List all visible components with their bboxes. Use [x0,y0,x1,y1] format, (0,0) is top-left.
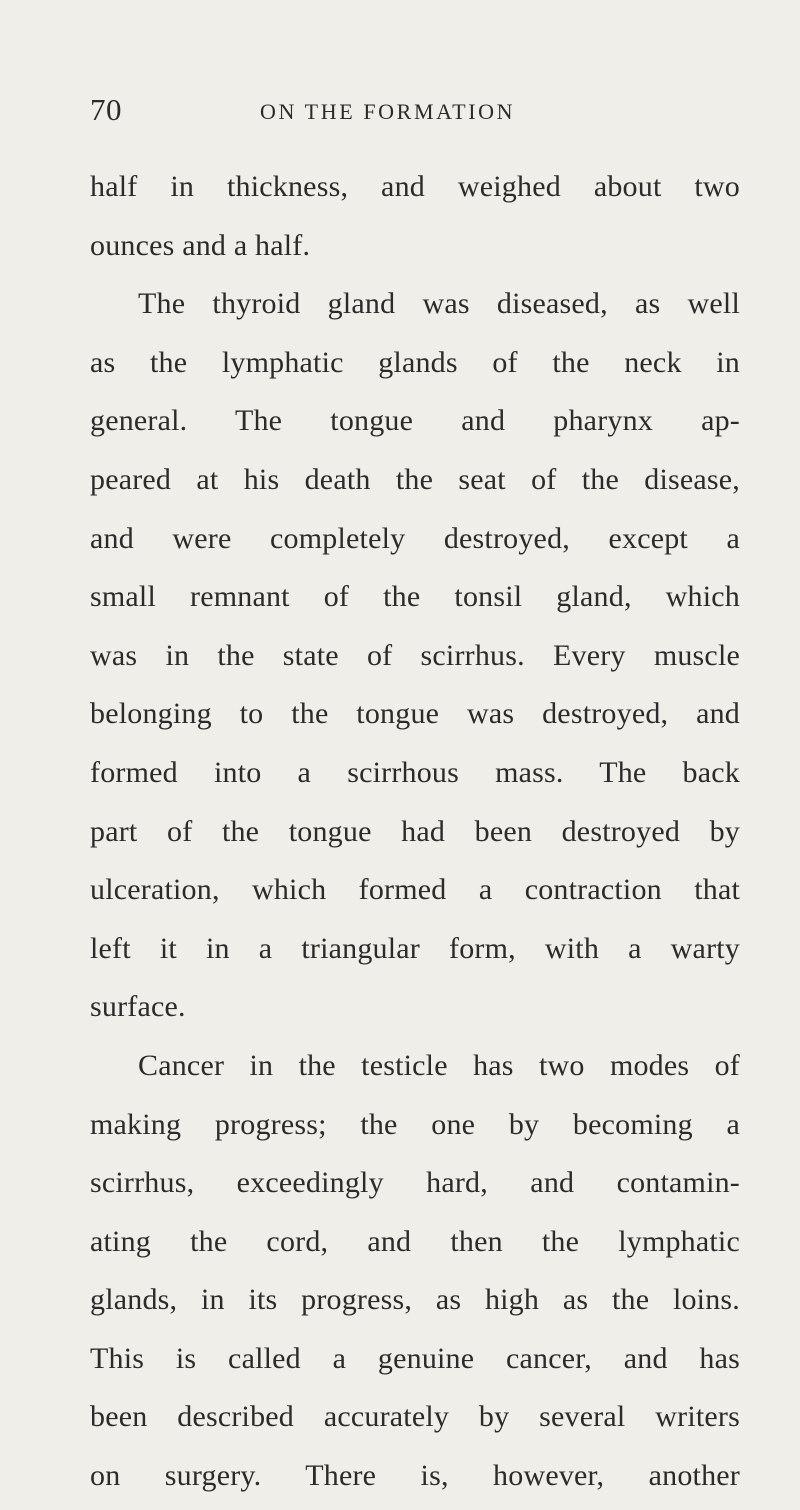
text-line: peared at his death the seat of the disease, [90,462,740,496]
text-line: part of the tongue had been destroyed by [90,814,740,848]
text-line: surface. [90,990,186,1024]
body-text [90,162,740,1510]
text-line: making progress; the one by becoming a [90,1107,740,1141]
text-line: scirrhus, exceedingly hard, and contamin- [90,1166,740,1200]
text-line: was in the state of scirrhus. Every muscle [90,638,740,672]
page-number: 70 [90,92,122,127]
text-line: on surgery. There is, however, another [90,1459,740,1493]
text-line: small remnant of the tonsil gland, which [90,580,740,614]
running-title: ON THE FORMATION [260,99,516,124]
text-line: general. The tongue and pharynx ap- [90,404,740,438]
text-line: left it in a triangular form, with a warty [90,931,740,965]
paragraph-first-line: The thyroid gland was diseased, as well [138,287,740,321]
text-line: belonging to the tongue was destroyed, and [90,697,740,731]
paragraph-first-line: Cancer in the testicle has two modes of [138,1048,740,1082]
text-line: This is called a genuine cancer, and has [90,1341,740,1375]
text-line: half in thickness, and weighed about two [90,170,740,203]
text-line: ulceration, which formed a contraction that [90,873,740,907]
text-line: as the lymphatic glands of the neck in [90,345,740,379]
text-line: glands, in its progress, as high as the loins. [90,1283,740,1317]
text-line: ating the cord, and then the lymphatic [90,1224,740,1258]
text-line: ounces and a half. [90,228,311,262]
page-header [90,92,730,132]
text-line: been described accurately by several writers [90,1400,740,1434]
text-line: and were completely destroyed, except a [90,521,740,555]
text-line: formed into a scirrhous mass. The back [90,755,740,789]
